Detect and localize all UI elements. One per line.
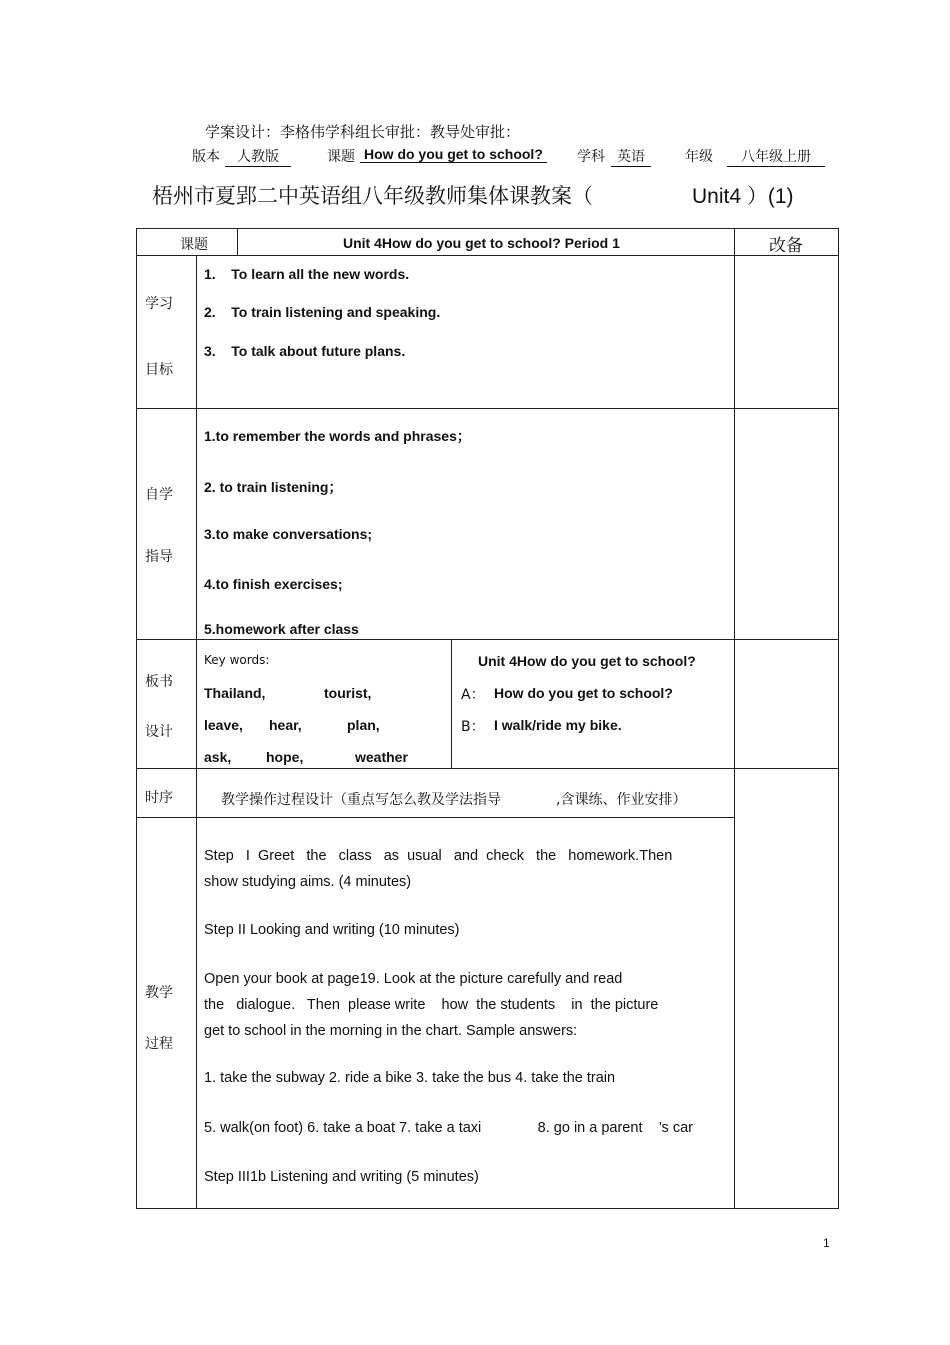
- process-line: the dialogue. Then please write how the students in the picture: [204, 997, 659, 1013]
- process-label-1: 教学: [145, 985, 173, 1001]
- keyword: leave,: [204, 717, 243, 733]
- guide-revise-cell: [734, 408, 839, 640]
- grade-value: 八年级上册: [727, 146, 825, 167]
- board-label-1: 板书: [145, 674, 173, 690]
- guide-item: 2. to train listening；: [204, 479, 343, 495]
- design-approval-line: 学案设计：李格伟学科组长审批：教导处审批：: [205, 123, 521, 141]
- process-line: Step I Greet the class as usual and check the homework.Then: [204, 848, 673, 864]
- process-revise-cell: [734, 768, 839, 1209]
- keyword: ask,: [204, 749, 232, 765]
- keyword: hear,: [269, 717, 302, 733]
- revise-label: 改备: [769, 236, 803, 256]
- topic-label: 课题: [180, 237, 208, 253]
- guide-label-2: 指导: [145, 549, 173, 565]
- topic-label: 课题: [327, 149, 355, 165]
- process-label-cell: [136, 817, 197, 1209]
- board-b-text: I walk/ride my bike.: [494, 717, 622, 733]
- keyword: hope,: [266, 749, 304, 765]
- order-label: 时序: [145, 790, 173, 806]
- topic-value: Unit 4How do you get to school? Period 1: [343, 235, 620, 251]
- guide-item: 1.to remember the words and phrases；: [204, 428, 471, 444]
- grade-label: 年级: [685, 149, 713, 165]
- keyword: weather: [355, 749, 408, 765]
- process-line: get to school in the morning in the chart. Sample answers:: [204, 1023, 578, 1039]
- guide-label-1: 自学: [145, 487, 173, 503]
- board-a-label: A：: [461, 687, 485, 703]
- subject-value: 英语: [611, 146, 651, 167]
- goals-label-2: 目标: [145, 362, 173, 378]
- page-number: 1: [823, 1236, 830, 1250]
- goals-label-1: 学习: [145, 296, 173, 312]
- process-label-2: 过程: [145, 1036, 173, 1052]
- goal-item: 1. To learn all the new words.: [204, 266, 410, 282]
- process-header-main: 教学操作过程设计（重点写怎么教及学法指导: [221, 792, 501, 808]
- board-revise-cell: [734, 639, 839, 769]
- process-line: Open your book at page19. Look at the picture carefully and read: [204, 971, 623, 987]
- edition-label: 版本: [192, 149, 220, 165]
- guide-label-cell: [136, 408, 197, 640]
- goals-revise-cell: [734, 255, 839, 409]
- board-b-label: B：: [461, 719, 485, 735]
- goal-item: 3. To talk about future plans.: [204, 343, 406, 359]
- process-line: show studying aims. (4 minutes): [204, 874, 412, 890]
- goal-item: 2. To train listening and speaking.: [204, 304, 441, 320]
- board-title: Unit 4How do you get to school?: [478, 653, 696, 669]
- guide-item: 3.to make conversations;: [204, 526, 373, 542]
- process-line: Step II Looking and writing (10 minutes): [204, 922, 460, 938]
- process-line: 1. take the subway 2. ride a bike 3. take the bus 4. take the train: [204, 1070, 616, 1086]
- guide-item: 5.homework after class: [204, 621, 359, 637]
- board-label-cell: [136, 639, 197, 769]
- goals-label-cell: [136, 255, 197, 409]
- guide-item: 4.to finish exercises;: [204, 576, 343, 592]
- title-main: 梧州市夏郢二中英语组八年级教师集体课教案（: [152, 184, 593, 208]
- board-label-2: 设计: [145, 724, 173, 740]
- page-title: [152, 180, 794, 210]
- process-line: Step III1b Listening and writing (5 minutes): [204, 1169, 479, 1185]
- board-a-text: How do you get to school?: [494, 685, 673, 701]
- process-header-tail: ,含课练、作业安排）: [556, 792, 687, 808]
- title-unit: Unit4 ）(1): [692, 185, 794, 208]
- keyword: plan,: [347, 717, 380, 733]
- topic-value: How do you get to school?: [360, 146, 547, 163]
- process-line: 5. walk(on foot) 6. take a boat 7. take a taxi 8. go in a parent ’s car: [204, 1120, 693, 1136]
- keyword: tourist,: [324, 685, 372, 701]
- subject-label: 学科: [577, 149, 605, 165]
- keywords-label: Key words:: [204, 653, 270, 667]
- edition-value: 人教版: [225, 146, 291, 167]
- keyword: Thailand,: [204, 685, 266, 701]
